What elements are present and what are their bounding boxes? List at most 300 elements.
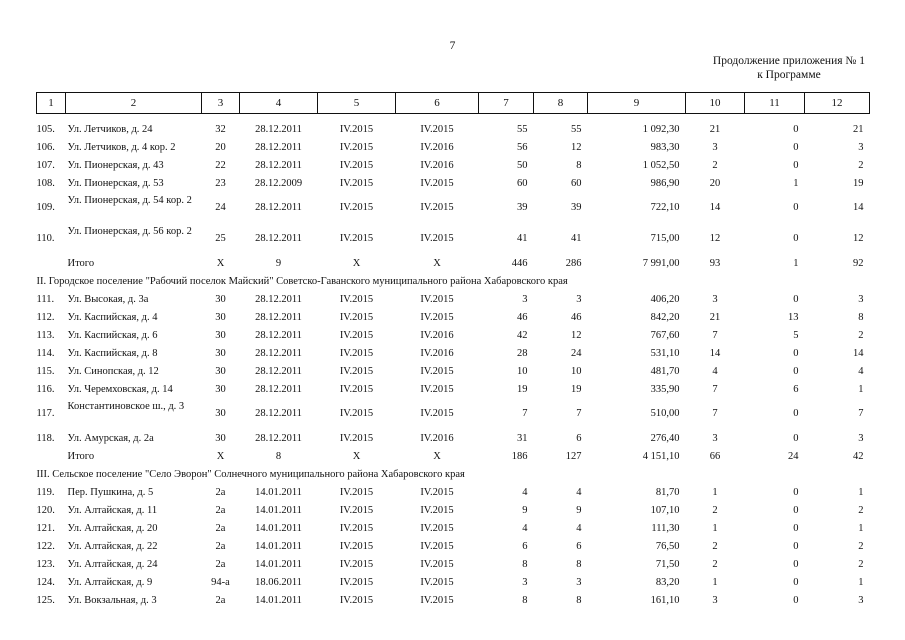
table-cell: IV.2016 <box>420 141 454 153</box>
address-cell: Ул. Алтайская, д. 24 <box>67 558 158 570</box>
address-cell: Ул. Летчиков, д. 4 кор. 2 <box>67 141 176 153</box>
table-cell: 0 <box>793 558 799 570</box>
total-cell: 24 <box>788 451 799 462</box>
table-cell: 32 <box>215 123 226 135</box>
table-cell: IV.2015 <box>339 365 374 377</box>
table-cell: 50 <box>517 159 528 171</box>
table-cell: 2 <box>858 329 864 341</box>
table-cell: 3 <box>576 293 582 305</box>
table-cell: 28.12.2009 <box>254 177 303 189</box>
section-heading: III. Сельское поселение "Село Эворон" Солнечного муниципального района Хабаровского края <box>36 469 465 480</box>
table-cell: 30 <box>215 329 226 341</box>
col-header: 5 <box>318 93 396 114</box>
table-cell: 46 <box>571 311 582 323</box>
table-cell: 21 <box>853 123 864 135</box>
table-cell: IV.2015 <box>420 558 454 570</box>
table-cell: 30 <box>215 383 226 395</box>
table-cell: 94-а <box>211 576 230 588</box>
table-cell: IV.2015 <box>420 522 454 534</box>
table-cell: 2а <box>215 540 226 552</box>
col-header: 10 <box>686 93 745 114</box>
table-cell: 14 <box>709 202 721 213</box>
table-cell: 14 <box>709 347 721 359</box>
table-cell: 25 <box>215 233 226 244</box>
table-cell: IV.2015 <box>420 486 454 498</box>
table-cell: 24 <box>215 202 226 213</box>
table-cell: IV.2015 <box>420 504 454 516</box>
table-cell: IV.2015 <box>420 540 454 552</box>
table-cell: 30 <box>215 347 226 359</box>
table-cell: 986,90 <box>650 177 680 189</box>
address-cell: Ул. Пионерская, д. 43 <box>67 159 164 171</box>
table-cell: 19 <box>571 383 582 395</box>
table-cell: 6 <box>793 383 799 395</box>
table-cell: 2 <box>858 540 864 552</box>
table-cell: 31 <box>517 432 528 444</box>
table-cell: 406,20 <box>650 293 680 305</box>
table-cell: IV.2015 <box>420 576 454 588</box>
table-cell: IV.2015 <box>339 329 374 341</box>
table-cell: 14.01.2011 <box>255 594 302 606</box>
table-cell: IV.2015 <box>339 504 374 516</box>
table-cell: 6 <box>576 432 582 444</box>
table-cell: 19 <box>853 177 864 189</box>
total-cell: 8 <box>275 451 282 462</box>
table-cell: IV.2015 <box>420 594 454 606</box>
total-cell: X <box>216 258 225 269</box>
table-cell: IV.2015 <box>339 522 374 534</box>
total-label: Итого <box>67 258 95 269</box>
table-cell: 2 <box>712 159 718 171</box>
table-cell: IV.2015 <box>339 558 374 570</box>
table-cell: IV.2015 <box>339 233 374 244</box>
table-cell: 2 <box>858 558 864 570</box>
appendix-line-1: Продолжение приложения № 1 <box>712 55 865 67</box>
table-cell: 3 <box>858 594 864 606</box>
table-row <box>37 501 870 519</box>
table-row <box>37 344 870 362</box>
table-cell: 3 <box>858 141 864 153</box>
total-cell: 186 <box>511 451 528 462</box>
table-row <box>37 573 870 591</box>
section-heading-row <box>37 466 870 483</box>
col-header: 3 <box>202 93 240 114</box>
table-cell: 2а <box>215 486 226 498</box>
table-cell: 7 <box>712 329 718 341</box>
total-cell: 93 <box>709 258 721 269</box>
table-cell: IV.2015 <box>339 293 374 305</box>
table-cell: 28.12.2011 <box>255 347 302 359</box>
table-cell: 14.01.2011 <box>255 504 302 516</box>
table-cell: 767,60 <box>650 329 680 341</box>
header-row <box>37 93 870 114</box>
table-cell: 7 <box>712 408 718 419</box>
total-cell: 127 <box>565 451 582 462</box>
table-cell: 0 <box>793 293 799 305</box>
table-cell: IV.2015 <box>420 408 454 419</box>
table-cell: 23 <box>215 177 226 189</box>
table-cell: 28.12.2011 <box>255 383 302 395</box>
row-number: 115. <box>36 365 55 377</box>
table-row <box>37 519 870 537</box>
row-number: 122. <box>36 540 55 552</box>
table-cell: 14.01.2011 <box>255 540 302 552</box>
table-cell: 2 <box>712 540 718 552</box>
table-row <box>37 537 870 555</box>
table-cell: 3 <box>712 141 718 153</box>
row-number: 123. <box>36 558 55 570</box>
table-cell: 12 <box>571 329 582 341</box>
table-cell: 8 <box>576 558 582 570</box>
table-row <box>37 429 870 447</box>
table-cell: 76,50 <box>655 540 680 552</box>
address-cell: Ул. Синопская, д. 12 <box>67 365 159 377</box>
table-cell: 14 <box>853 347 864 359</box>
section-heading-row <box>37 273 870 290</box>
row-number: 108. <box>36 177 55 189</box>
table-cell: 715,00 <box>650 233 680 244</box>
table-cell: 55 <box>571 123 582 135</box>
table-cell: 3 <box>522 576 528 588</box>
table-cell: 0 <box>793 202 799 213</box>
table-cell: 8 <box>858 311 864 323</box>
table-cell: 81,70 <box>655 486 680 498</box>
table-row <box>37 591 870 609</box>
table-cell: IV.2015 <box>420 123 454 135</box>
row-number: 117. <box>36 408 55 419</box>
table-row <box>37 156 870 174</box>
table-cell: 510,00 <box>650 408 680 419</box>
col-header: 2 <box>66 93 202 114</box>
table-cell: 3 <box>712 293 718 305</box>
table-cell: 0 <box>793 365 799 377</box>
table-cell: 4 <box>576 522 582 534</box>
address-cell: Ул. Черемховская, д. 14 <box>67 383 173 395</box>
total-cell: 286 <box>565 258 582 269</box>
row-number: 111. <box>36 293 55 305</box>
table-cell: 0 <box>793 504 799 516</box>
table-cell: 1 092,30 <box>642 123 680 135</box>
page-number: 7 <box>449 40 456 52</box>
address-cell: Ул. Летчиков, д. 24 <box>67 123 153 135</box>
total-cell: 9 <box>275 258 282 269</box>
row-number: 114. <box>36 347 55 359</box>
address-cell: Пер. Пушкина, д. 5 <box>67 486 154 498</box>
table-cell: 8 <box>522 594 528 606</box>
table-cell: IV.2015 <box>339 486 374 498</box>
appendix-caption <box>713 54 865 82</box>
table-cell: IV.2015 <box>339 347 374 359</box>
table-cell: 1 <box>858 486 864 498</box>
table-cell: 28 <box>517 347 528 359</box>
table-row <box>37 120 870 138</box>
col-header: 9 <box>588 93 686 114</box>
address-cell: Ул. Пионерская, д. 53 <box>67 177 164 189</box>
table-cell: 107,10 <box>650 504 680 516</box>
table-cell: 20 <box>215 141 226 153</box>
table-cell: 1 <box>712 486 718 498</box>
table-cell: 2а <box>215 594 226 606</box>
appendix-line-2: к Программе <box>757 69 821 81</box>
table-cell: 7 <box>576 408 582 419</box>
table-cell: 46 <box>517 311 528 323</box>
address-cell: Ул. Пионерская, д. 56 кор. 2 <box>67 226 192 237</box>
total-row <box>37 254 870 273</box>
table-cell: IV.2015 <box>339 540 374 552</box>
table-cell: 28.12.2011 <box>255 432 302 444</box>
table-cell: 13 <box>788 311 799 323</box>
row-number: 121. <box>36 522 55 534</box>
table-cell: 6 <box>522 540 528 552</box>
table-cell: 0 <box>793 408 799 419</box>
table-cell: 4 <box>858 365 864 377</box>
address-cell: Ул. Вокзальная, д. 3 <box>67 594 157 606</box>
table-cell: 28.12.2011 <box>255 233 302 244</box>
col-header: 11 <box>745 93 805 114</box>
table-cell: 276,40 <box>650 432 680 444</box>
table-cell: 30 <box>215 432 226 444</box>
table-cell: IV.2016 <box>420 329 454 341</box>
table-cell: 2а <box>215 522 226 534</box>
table-cell: 1 <box>858 383 864 395</box>
table-cell: 3 <box>712 432 718 444</box>
table-cell: 28.12.2011 <box>255 159 302 171</box>
table-cell: 8 <box>576 594 582 606</box>
table-cell: 161,10 <box>650 594 680 606</box>
table-cell: IV.2015 <box>339 408 374 419</box>
table-cell: 3 <box>712 594 718 606</box>
table-cell: IV.2016 <box>420 347 454 359</box>
table-cell: 14.01.2011 <box>255 486 302 498</box>
table-cell: IV.2015 <box>339 159 374 171</box>
address-cell: Ул. Алтайская, д. 20 <box>67 522 158 534</box>
table-cell: IV.2015 <box>420 311 454 323</box>
table-cell: 2а <box>215 504 226 516</box>
table-cell: 28.12.2011 <box>255 408 302 419</box>
table-cell: 24 <box>571 347 582 359</box>
table-cell: 60 <box>517 177 528 189</box>
table-cell: 7 <box>712 383 718 395</box>
table-cell: 1 052,50 <box>642 159 680 171</box>
table-cell: 14.01.2011 <box>255 558 302 570</box>
total-row <box>37 447 870 466</box>
col-header: 6 <box>396 93 479 114</box>
table-cell: 3 <box>858 432 864 444</box>
row-number: 105. <box>36 123 55 135</box>
table-cell: 1 <box>858 576 864 588</box>
table-cell: 8 <box>522 558 528 570</box>
col-header: 7 <box>479 93 534 114</box>
table-cell: 842,20 <box>650 311 680 323</box>
table-cell: 9 <box>576 504 582 516</box>
row-number: 106. <box>36 141 55 153</box>
row-number: 118. <box>36 432 55 444</box>
table-cell: 12 <box>571 141 582 153</box>
table-cell: 28.12.2011 <box>255 311 302 323</box>
table-cell: IV.2015 <box>339 383 374 395</box>
row-number: 107. <box>36 159 55 171</box>
table-cell: IV.2015 <box>420 365 454 377</box>
table-cell: IV.2015 <box>420 233 454 244</box>
table-cell: 3 <box>858 293 864 305</box>
table-cell: 71,50 <box>655 558 680 570</box>
table-cell: 20 <box>709 177 721 189</box>
total-cell: 42 <box>853 451 864 462</box>
address-cell: Ул. Алтайская, д. 22 <box>67 540 158 552</box>
table-cell: 14 <box>853 202 864 213</box>
table-cell: 12 <box>709 233 721 244</box>
table-cell: 531,10 <box>650 347 680 359</box>
table-cell: 30 <box>215 408 226 419</box>
table-cell: 28.12.2011 <box>255 293 302 305</box>
table-cell: IV.2015 <box>420 383 454 395</box>
table-cell: 28.12.2011 <box>255 202 302 213</box>
address-cell: Ул. Каспийская, д. 6 <box>67 329 158 341</box>
table-cell: IV.2015 <box>339 141 374 153</box>
table-row <box>37 380 870 398</box>
table-cell: 8 <box>576 159 582 171</box>
table-row <box>37 326 870 344</box>
table-cell: 41 <box>517 233 528 244</box>
table-cell: 22 <box>215 159 226 171</box>
table-cell: 4 <box>522 522 528 534</box>
table-row <box>37 398 870 429</box>
table-row <box>37 483 870 501</box>
total-label: Итого <box>67 451 95 462</box>
total-cell: 446 <box>511 258 528 269</box>
table-cell: 2 <box>858 504 864 516</box>
table-cell: 10 <box>571 365 582 377</box>
table-cell: IV.2015 <box>339 311 374 323</box>
table-row <box>37 174 870 192</box>
table-cell: 30 <box>215 365 226 377</box>
table-cell: 83,20 <box>655 576 680 588</box>
address-cell: Ул. Пионерская, д. 54 кор. 2 <box>67 195 192 206</box>
table-cell: 56 <box>517 141 528 153</box>
row-number: 116. <box>36 383 55 395</box>
table-cell: 28.12.2011 <box>255 329 302 341</box>
table-cell: 30 <box>215 293 226 305</box>
col-header: 8 <box>534 93 588 114</box>
table-cell: 0 <box>793 540 799 552</box>
table-cell: 0 <box>793 347 799 359</box>
table-cell: 1 <box>712 576 718 588</box>
table-row <box>37 308 870 326</box>
row-number: 109. <box>36 202 55 213</box>
table-cell: 3 <box>522 293 528 305</box>
table-cell: 111,30 <box>651 522 680 534</box>
table-cell: IV.2015 <box>339 594 374 606</box>
table-cell: 9 <box>522 504 528 516</box>
row-number: 113. <box>36 329 55 341</box>
table-cell: 12 <box>853 233 864 244</box>
table-cell: 10 <box>517 365 528 377</box>
table-cell: 30 <box>215 311 226 323</box>
table-cell: 19 <box>517 383 528 395</box>
table-cell: 335,90 <box>650 383 680 395</box>
table-cell: 2 <box>858 159 864 171</box>
table-cell: 3 <box>576 576 582 588</box>
table-cell: 4 <box>576 486 582 498</box>
table-cell: 983,30 <box>650 141 680 153</box>
table-cell: 0 <box>793 432 799 444</box>
table-cell: 28.12.2011 <box>255 141 302 153</box>
address-cell: Ул. Алтайская, д. 11 <box>67 504 158 516</box>
table-cell: 0 <box>793 123 799 135</box>
table-cell: IV.2015 <box>339 576 374 588</box>
row-number: 110. <box>36 233 55 244</box>
table-cell: 60 <box>571 177 582 189</box>
table-row <box>37 223 870 254</box>
table-cell: 0 <box>793 159 799 171</box>
table-cell: IV.2016 <box>420 432 454 444</box>
total-cell: 1 <box>793 258 799 269</box>
table-cell: 1 <box>793 177 799 189</box>
table-cell: 0 <box>793 594 799 606</box>
section-heading: II. Городское поселение "Рабочий поселок Майский" Советско-Гаванского муниципального района Хабаровского края <box>36 276 568 287</box>
table-row <box>37 138 870 156</box>
table-cell: 5 <box>793 329 799 341</box>
table-cell: 21 <box>709 311 721 323</box>
total-cell: X <box>433 451 441 462</box>
table-cell: 7 <box>858 408 864 419</box>
table-row <box>37 290 870 308</box>
table-row <box>37 362 870 380</box>
col-header: 4 <box>240 93 318 114</box>
table-cell: 2 <box>712 558 718 570</box>
table-cell: 0 <box>793 522 799 534</box>
row-number: 112. <box>36 311 55 323</box>
row-number: 120. <box>36 504 55 516</box>
table-cell: 39 <box>517 202 528 213</box>
total-cell: X <box>216 451 225 462</box>
table-cell: 39 <box>571 202 582 213</box>
table-cell: 0 <box>793 486 799 498</box>
table-cell: IV.2015 <box>339 177 374 189</box>
address-cell: Ул. Алтайская, д. 9 <box>67 576 153 588</box>
table-cell: IV.2015 <box>420 202 454 213</box>
table-cell: 41 <box>571 233 582 244</box>
row-number: 124. <box>36 576 55 588</box>
col-header: 1 <box>37 93 66 114</box>
address-cell: Константиновское ш., д. 3 <box>67 401 185 412</box>
table-cell: 2 <box>712 504 718 516</box>
row-number: 125. <box>36 594 55 606</box>
table-cell: 7 <box>522 408 528 419</box>
row-number: 119. <box>36 486 55 498</box>
table-cell: 2а <box>215 558 226 570</box>
table-cell: 18.06.2011 <box>255 576 302 588</box>
table-cell: IV.2015 <box>339 202 374 213</box>
table-cell: IV.2015 <box>420 293 454 305</box>
total-cell: X <box>433 258 441 269</box>
table-cell: 55 <box>517 123 528 135</box>
total-cell: X <box>352 451 361 462</box>
table-cell: IV.2016 <box>420 159 454 171</box>
total-cell: 92 <box>853 258 864 269</box>
table-cell: 4 <box>522 486 528 498</box>
table-cell: 28.12.2011 <box>255 123 302 135</box>
table-row <box>37 555 870 573</box>
table-cell: IV.2015 <box>339 432 374 444</box>
table-cell: 0 <box>793 141 799 153</box>
table-cell: 4 <box>712 365 718 377</box>
table-cell: 481,70 <box>650 365 680 377</box>
table-cell: 14.01.2011 <box>255 522 302 534</box>
table-cell: 0 <box>793 576 799 588</box>
table-cell: 21 <box>709 123 721 135</box>
total-cell: 66 <box>709 451 721 462</box>
